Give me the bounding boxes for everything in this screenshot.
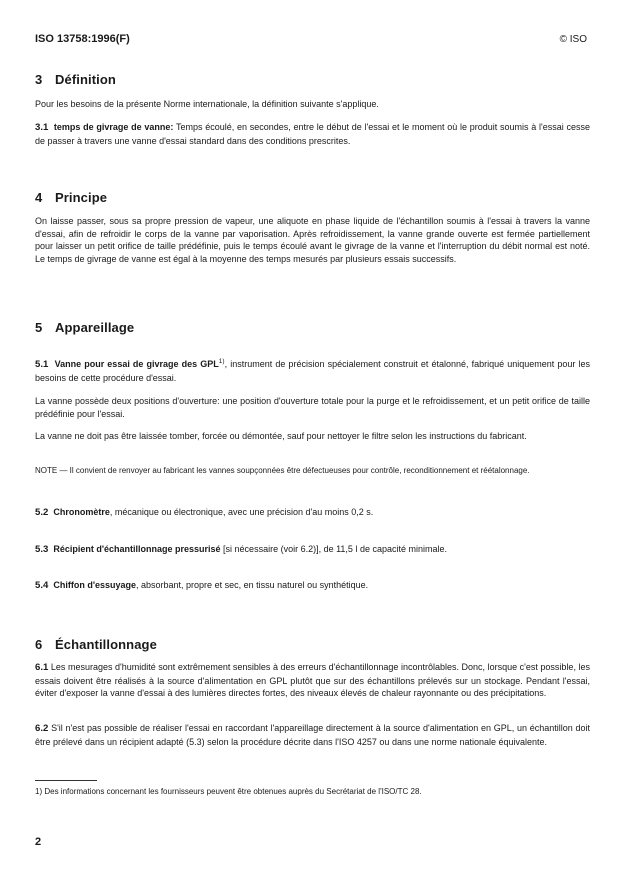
valve-positions-paragraph: La vanne possède deux positions d'ouverture: une position d'ouverture totale pour la purge et le refroidissement, et un petit orifice de taille prédéfinie pour l'essai. bbox=[35, 396, 590, 419]
note bbox=[35, 465, 590, 477]
section-number: 5 bbox=[35, 320, 43, 335]
clause-6-1 bbox=[35, 661, 590, 700]
note-label: NOTE — bbox=[35, 466, 68, 475]
clause-number: 5.3 bbox=[35, 544, 49, 555]
clause-number: 5.1 bbox=[35, 359, 49, 370]
section-3-intro: Pour les besoins de la présente Norme internationale, la définition suivante s'applique. bbox=[35, 99, 379, 109]
copyright-mark: © ISO bbox=[559, 34, 587, 45]
section-4-text: On laisse passer, sous sa propre pression de vapeur, une aliquote en phase liquide de l'échantillon soumis à l'essai à travers la vanne d'essai, afin de refroidir le corps de la vanne par vaporisation. Après refroidissement, la vanne grande ouverte est fermée partiellement pour laisser un petit orifice de taille prédéfinie, puis le temps écoulé avant le givrage de la vanne et l'interruption du débit normal est noté. Le temps de givrage de vanne est égal à la moyenne des temps mesurés par plusieurs essais successifs. bbox=[35, 216, 590, 264]
definition-text: Temps écoulé, en secondes, entre le début de l'essai et le moment où le produit soumis à l'essai cesse de passer à travers une vanne d'essai standard dans des conditions prescrites. bbox=[35, 122, 590, 146]
section-title: Définition bbox=[55, 72, 116, 87]
term: Chronomètre bbox=[53, 507, 110, 517]
footnote: 1) Des informations concernant les fournisseurs peuvent être obtenues auprès du Secrétariat de l'ISO/TC 28. bbox=[35, 787, 422, 796]
clause-text: Les mesurages d'humidité sont extrêmement sensibles à des erreurs d'échantillonnage incontrôlables. Donc, lorsque c'est possible, les essais doivent être réalisés à la source d'alimentation en GPL plutôt que sur des échantillons prélevés sur un stockage. Pendant l'essai, éviter d'exposer la vanne d'essai à des lumières directes fortes, des niveaux élevés de chaleur rayonnante ou des précipitations. bbox=[35, 662, 590, 698]
section-number: 4 bbox=[35, 190, 43, 205]
page-number: 2 bbox=[35, 836, 42, 848]
section-title: Principe bbox=[55, 190, 108, 205]
standard-reference: ISO 13758:1996(F) bbox=[35, 33, 130, 45]
clause-text: S'il n'est pas possible de réaliser l'essai en raccordant l'appareillage directement à la source d'alimentation en GPL, un échantillon doit être prélevé dans un récipient adapté (5.3) selon la procédure décrite dans l'ISO 4257 ou dans une norme nationale équivalente. bbox=[35, 723, 590, 747]
clause-number: 5.4 bbox=[35, 580, 49, 591]
clause-number: 6.1 bbox=[35, 662, 49, 673]
clause-text: , mécanique ou électronique, avec une précision d'au moins 0,2 s. bbox=[109, 507, 374, 517]
clause-number: 3.1 bbox=[35, 122, 49, 133]
section-title: Échantillonnage bbox=[55, 637, 157, 652]
clause-5-1 bbox=[35, 356, 590, 384]
clause-text: [si nécessaire (voir 6.2)], de 11,5 l de capacité minimale. bbox=[220, 544, 447, 554]
section-title: Appareillage bbox=[55, 320, 135, 335]
clause-text: , instrument de précision spécialement construit et étalonné, fabriqué uniquement pour les besoins de cette procédure d'essai. bbox=[35, 359, 590, 383]
term: Vanne pour essai de givrage des GPL bbox=[54, 359, 219, 369]
note-text: Il convient de renvoyer au fabricant les vannes soupçonnées être défectueuses pour contrôle, reconditionnement et réétalonnage. bbox=[67, 466, 530, 475]
section-4-heading bbox=[35, 190, 107, 205]
section-5-heading bbox=[35, 320, 134, 335]
section-number: 3 bbox=[35, 72, 43, 87]
term: temps de givrage de vanne: bbox=[53, 122, 174, 132]
term: Récipient d'échantillonnage pressurisé bbox=[53, 544, 221, 554]
clause-number: 5.2 bbox=[35, 507, 49, 518]
clause-5-2 bbox=[35, 506, 590, 520]
clause-text: , absorbant, propre et sec, en tissu naturel ou synthétique. bbox=[136, 580, 369, 590]
valve-handling-paragraph: La vanne ne doit pas être laissée tomber, forcée ou démontée, sauf pour nettoyer le filtre selon les instructions du fabricant. bbox=[35, 431, 527, 441]
clause-3-1 bbox=[35, 121, 590, 147]
section-6-heading bbox=[35, 637, 157, 652]
clause-5-3 bbox=[35, 543, 590, 557]
clause-6-2 bbox=[35, 722, 590, 748]
section-number: 6 bbox=[35, 637, 43, 652]
footnote-separator bbox=[35, 780, 97, 781]
section-3-heading bbox=[35, 72, 116, 87]
term: Chiffon d'essuyage bbox=[53, 580, 137, 590]
footnote-ref: 1) bbox=[218, 358, 225, 365]
clause-number: 6.2 bbox=[35, 723, 49, 734]
clause-5-4 bbox=[35, 579, 590, 593]
